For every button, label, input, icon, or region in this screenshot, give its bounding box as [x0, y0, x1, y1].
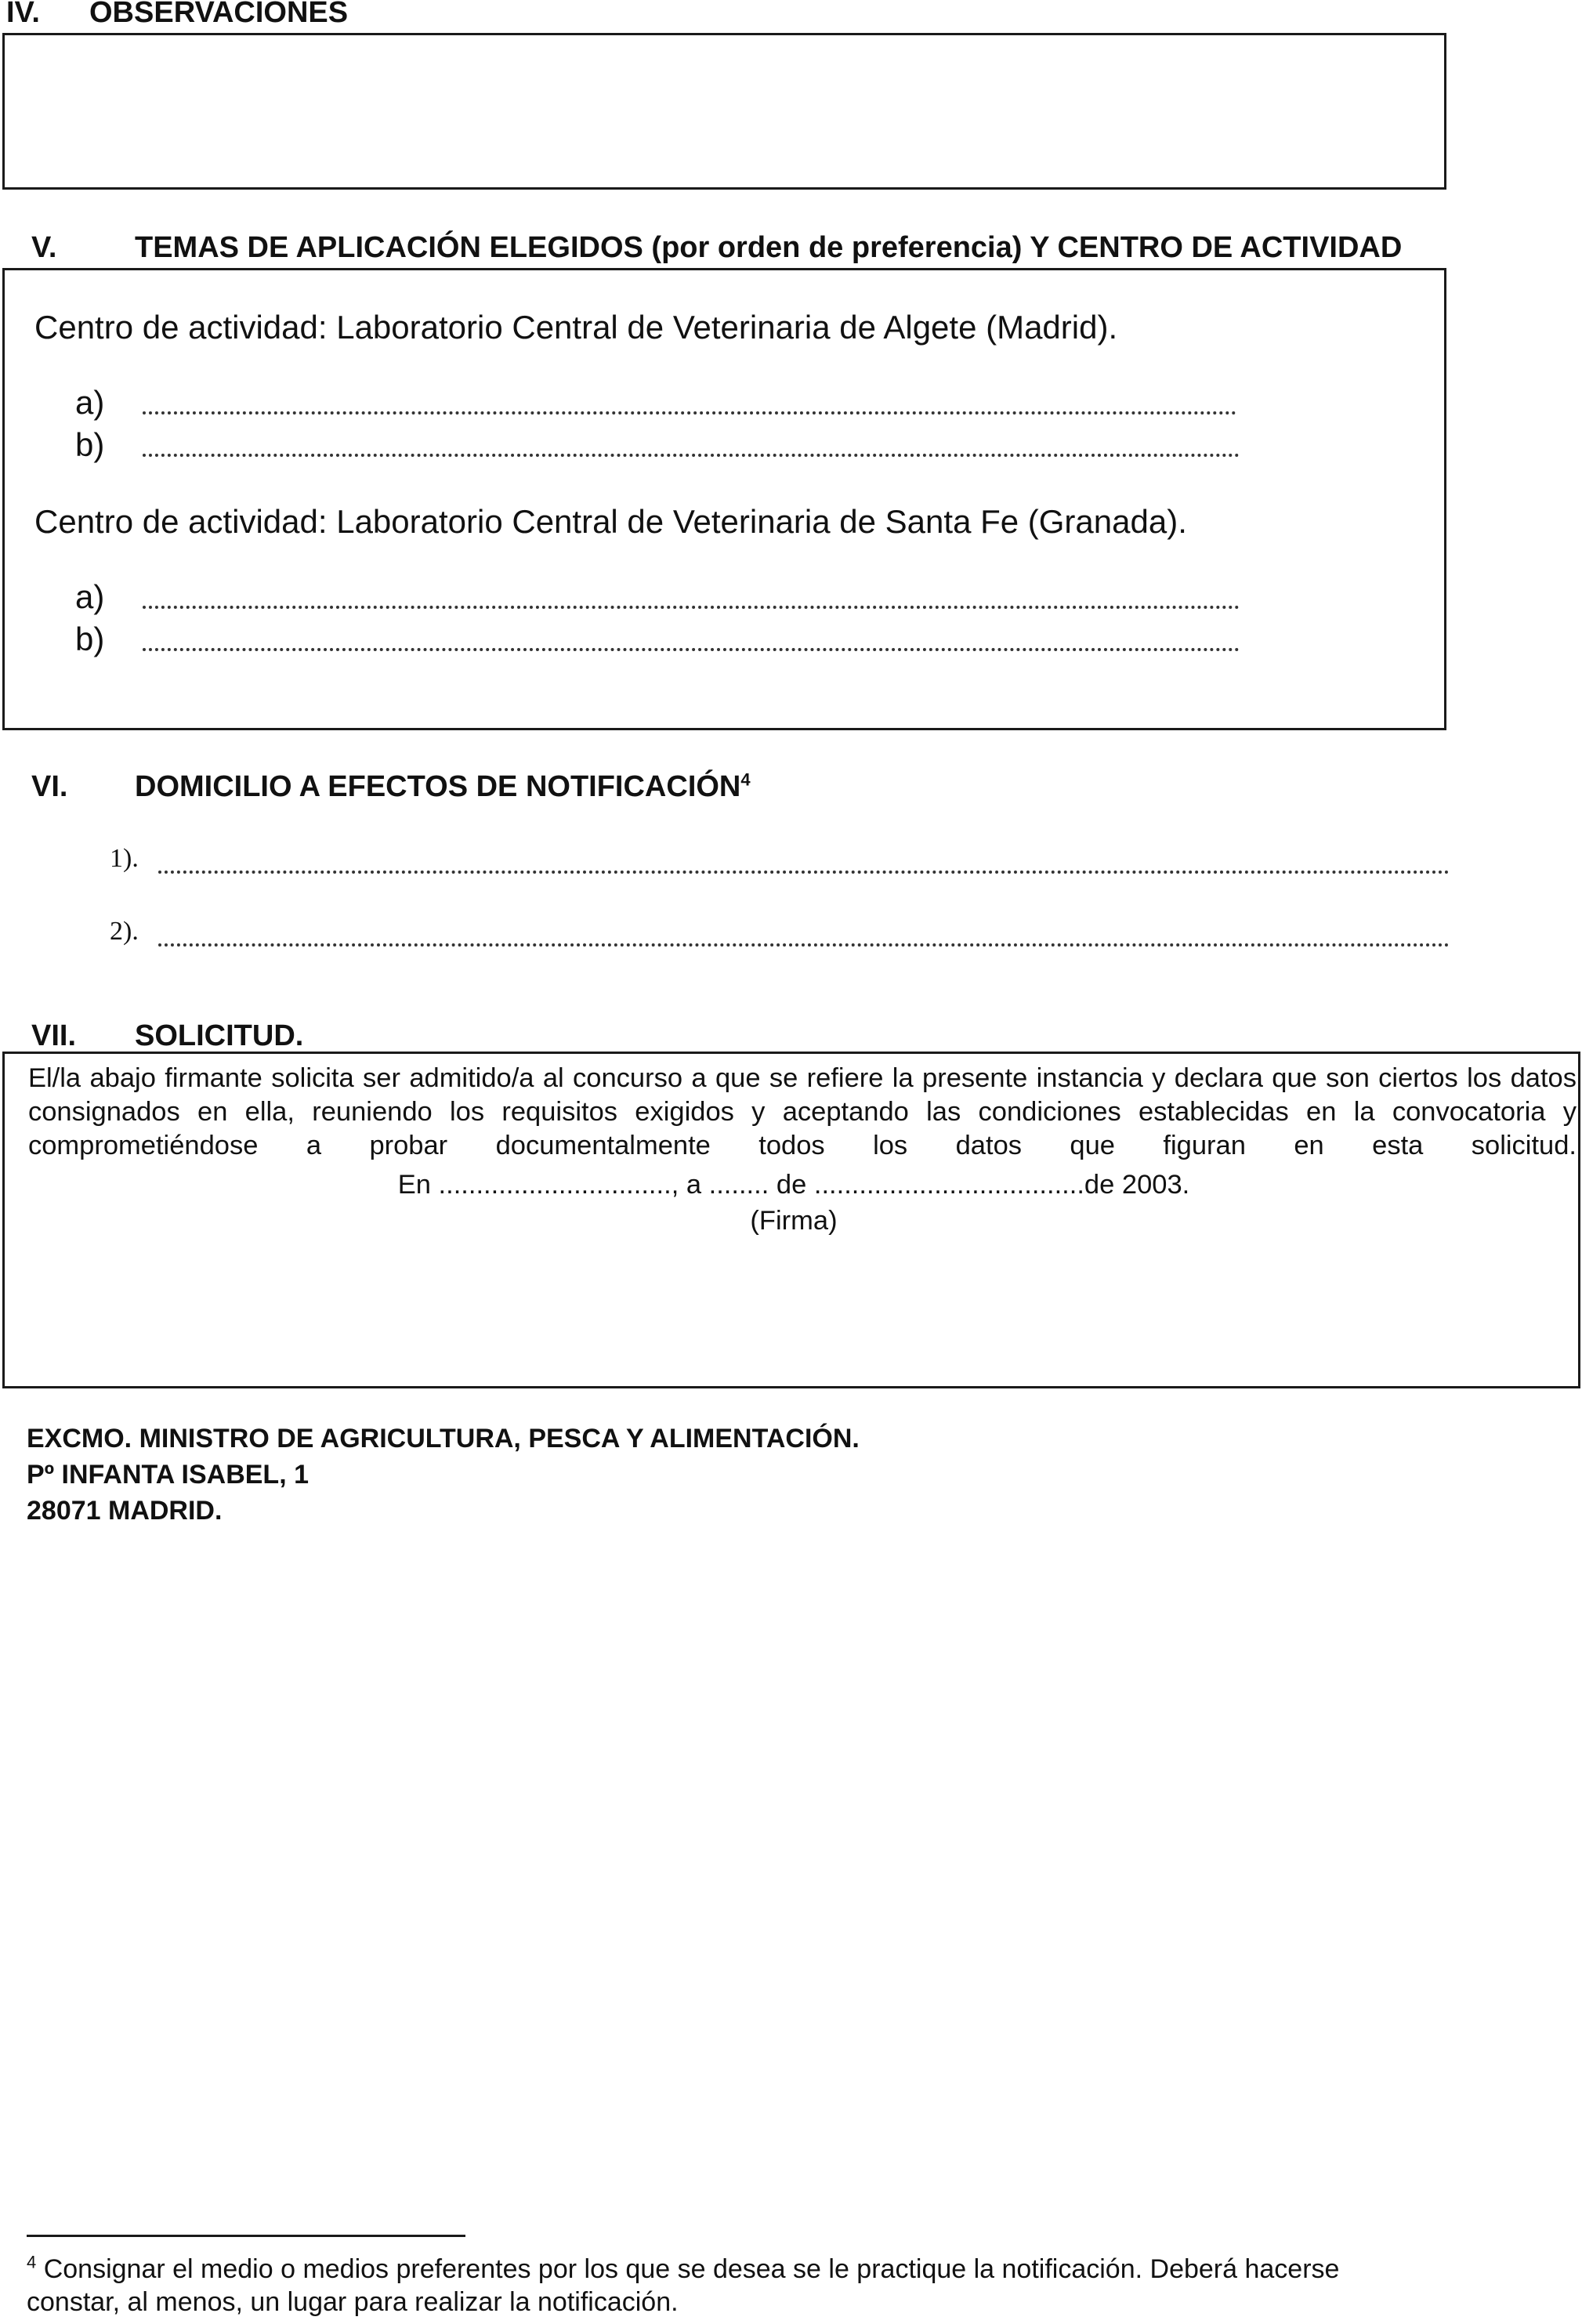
address-line-1: EXCMO. MINISTRO DE AGRICULTURA, PESCA Y ALIMENTACIÓN. [27, 1424, 860, 1453]
dotted-line [158, 917, 1450, 947]
line-label: 2). [110, 917, 139, 946]
domicilio-line-2[interactable] [110, 917, 139, 948]
section-title: SOLICITUD. [135, 1019, 304, 1052]
footnote-rule [27, 2235, 465, 2237]
domicilio-line-1[interactable] [110, 844, 139, 875]
section-v-heading [31, 230, 1402, 265]
address-line-3: 28071 MADRID. [27, 1496, 223, 1526]
dotted-line [143, 425, 1240, 457]
solicitud-box [2, 1052, 1580, 1388]
centro-label-santa-fe: Centro de actividad: Laboratorio Central de Veterinaria de Santa Fe (Granada). [34, 503, 1187, 540]
observaciones-box[interactable] [2, 33, 1446, 190]
dotted-line [143, 383, 1236, 414]
section-number: VII. [31, 1019, 77, 1052]
section-title: DOMICILIO A EFECTOS DE NOTIFICACIÓN [135, 770, 741, 803]
solicitud-paragraph: El/la abajo firmante solicita ser admitido/a al concurso a que se refiere la presente instancia y declara que son ciertos los datos consignados en ella, reuniendo los requisitos exigidos y aceptando las condiciones establecidas en la convocatoria y comprometiéndose a probar documentalmente todos los datos que figuran en esta solicitud. [28, 1063, 1577, 1160]
date-place-line[interactable]: En ..............................., a ........ de ....................................de 2003. [397, 1170, 1190, 1200]
footnote-ref: 4 [740, 769, 751, 790]
line-label: 1). [110, 844, 139, 873]
dotted-line [143, 577, 1240, 609]
tema-a-santa-fe[interactable] [75, 577, 104, 617]
tema-b-santa-fe[interactable] [75, 620, 104, 659]
section-number: V. [31, 231, 57, 264]
section-number: VI. [31, 770, 68, 803]
dotted-line [158, 844, 1450, 874]
section-title: TEMAS DE APLICACIÓN ELEGIDOS (por orden de preferencia) Y CENTRO DE ACTIVIDAD [135, 231, 1403, 264]
item-label: a) [75, 384, 105, 421]
footnote-line-2: constar, al menos, un lugar para realizar la notificación. [27, 2287, 679, 2317]
section-number: IV. [6, 0, 40, 29]
centro-label-algete: Centro de actividad: Laboratorio Central de Veterinaria de Algete (Madrid). [34, 309, 1118, 346]
temas-box [2, 268, 1446, 730]
dotted-line [143, 620, 1240, 651]
footnote-line-1 [27, 2253, 1339, 2286]
section-iv-heading [6, 0, 348, 30]
item-label: b) [75, 621, 105, 657]
tema-a-algete[interactable] [75, 383, 104, 422]
item-label: a) [75, 578, 105, 615]
signature-label: (Firma) [750, 1206, 838, 1236]
item-label: b) [75, 426, 105, 463]
section-vi-heading [31, 769, 751, 804]
footnote-number: 4 [27, 2252, 37, 2272]
footnote-text: Consignar el medio o medios preferentes por los que se desea se le practique la notificación. Deberá hacerse [43, 2254, 1340, 2284]
tema-b-algete[interactable] [75, 425, 104, 465]
address-line-2: Pº INFANTA ISABEL, 1 [27, 1460, 310, 1490]
section-title: OBSERVACIONES [89, 0, 349, 29]
section-vii-heading [31, 1019, 303, 1053]
